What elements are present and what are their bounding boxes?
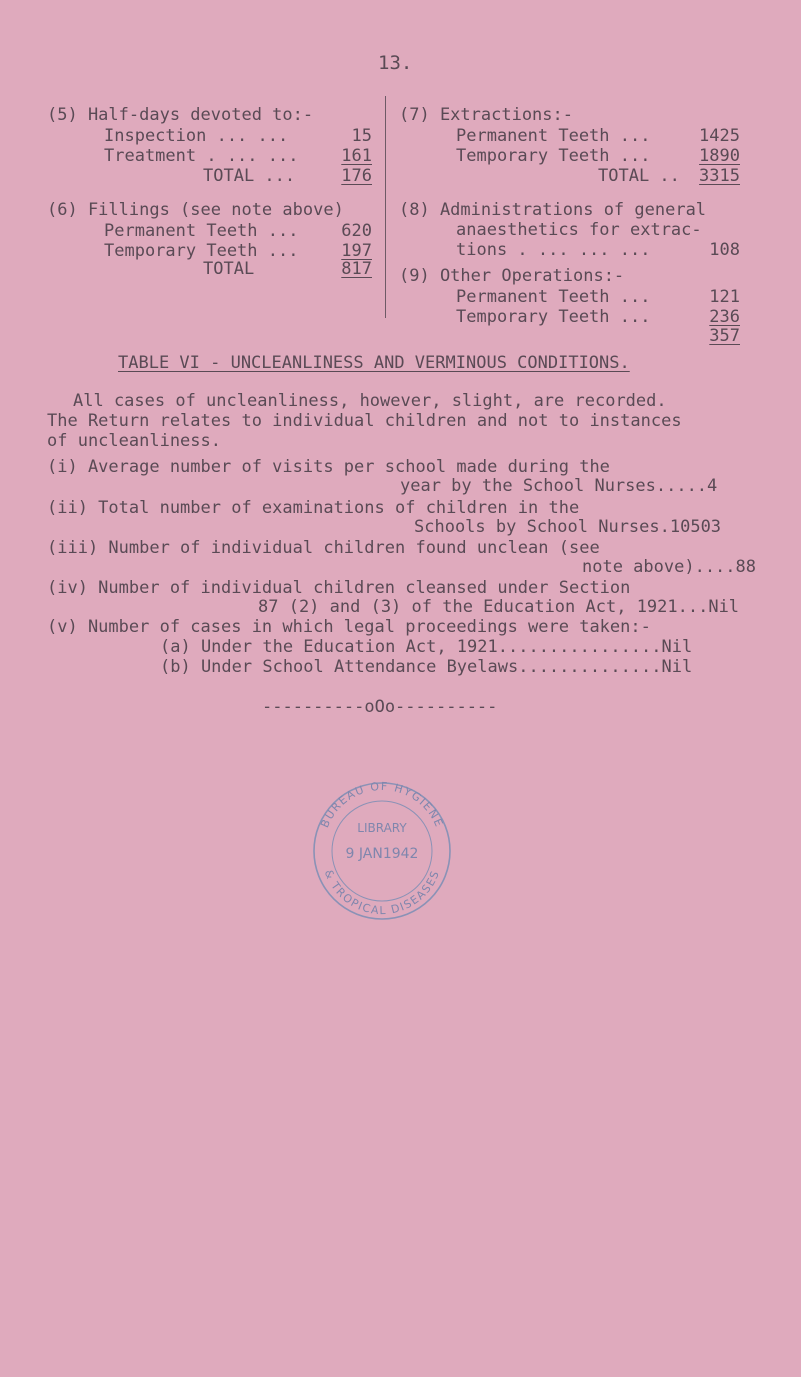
item-ii-line2: Schools by School Nurses.10503 (414, 517, 722, 537)
table-6-title: TABLE VI - UNCLEANLINESS AND VERMINOUS CONDITIONS. (118, 353, 630, 373)
item-iv-line2: 87 (2) and (3) of the Education Act, 1921...Nil (258, 597, 740, 617)
item-i-line2: year by the School Nurses.....4 (400, 476, 718, 496)
intro-line: All cases of uncleanliness, however, slight, are recorded. (73, 391, 667, 411)
section-6-heading: (6) Fillings (see note above) (47, 200, 344, 220)
section-9-row-label: Temporary Teeth ... (456, 307, 651, 327)
section-6-row-value: 620 (341, 221, 372, 241)
column-divider-line (385, 96, 386, 318)
intro-line: of uncleanliness. (47, 431, 221, 451)
stamp-bottom-text: & TROPICAL DISEASES (321, 867, 443, 918)
svg-text:& TROPICAL DISEASES (322, 868, 443, 917)
section-7-total-label: TOTAL .. (598, 166, 680, 186)
section-8-line: tions . ... ... ... (456, 240, 651, 260)
library-stamp (302, 776, 462, 921)
section-6-row-label: Permanent Teeth ... (104, 221, 299, 241)
section-9-total-value: 357 (709, 326, 740, 346)
section-7-total-value: 3315 (699, 166, 740, 186)
section-6-row-value: 197 (341, 241, 372, 261)
section-8-line: (8) Administrations of general (399, 200, 707, 220)
section-8-value: 108 (709, 240, 740, 260)
section-7-row-value: 1890 (699, 146, 740, 166)
item-iii-line2: note above)....88 (582, 557, 756, 577)
item-iv-line1: (iv) Number of individual children cleansed under Section (47, 578, 631, 598)
stamp-date-text: 9 JAN1942 (345, 846, 419, 862)
section-5-row-label: Treatment . ... ... (104, 146, 299, 166)
section-7-row-value: 1425 (699, 126, 740, 146)
section-6-total-label: TOTAL (203, 259, 255, 279)
section-9-row-label: Permanent Teeth ... (456, 287, 651, 307)
stamp-library-text: LIBRARY (357, 821, 407, 835)
section-6-row-label: Temporary Teeth ... (104, 241, 299, 261)
item-ii-line1: (ii) Total number of examinations of children in the (47, 498, 580, 518)
section-5-row-value: 15 (351, 126, 372, 146)
section-9-row-value: 236 (709, 307, 740, 327)
section-5-total-label: TOTAL ... (203, 166, 296, 186)
section-8-line: anaesthetics for extrac- (456, 220, 702, 240)
section-9-heading: (9) Other Operations:- (399, 266, 625, 286)
section-5-total-value: 176 (341, 166, 372, 186)
section-7-row-label: Temporary Teeth ... (456, 146, 651, 166)
section-6-total-value: 817 (341, 259, 372, 279)
stamp-top-text: BUREAU OF HYGIENE (318, 779, 446, 830)
section-5-row-value: 161 (341, 146, 372, 166)
intro-line: The Return relates to individual children and not to instances (47, 411, 682, 431)
section-9-row-value: 121 (709, 287, 740, 307)
item-v: (v) Number of cases in which legal proceedings were taken:- (47, 617, 651, 637)
section-5-heading: (5) Half-days devoted to:- (47, 105, 314, 125)
section-5-row-label: Inspection ... ... (104, 126, 289, 146)
section-7-heading: (7) Extractions:- (399, 105, 573, 125)
page-number: 13. (378, 52, 413, 74)
section-7-row-label: Permanent Teeth ... (456, 126, 651, 146)
item-iii-line1: (iii) Number of individual children found unclean (see (47, 538, 600, 558)
item-v-sub-a: (a) Under the Education Act, 1921................Nil (160, 637, 693, 657)
section-divider: ----------oOo---------- (262, 697, 498, 717)
item-i-line1: (i) Average number of visits per school made during the (47, 457, 610, 477)
item-v-sub-b: (b) Under School Attendance Byelaws..............Nil (160, 657, 693, 677)
